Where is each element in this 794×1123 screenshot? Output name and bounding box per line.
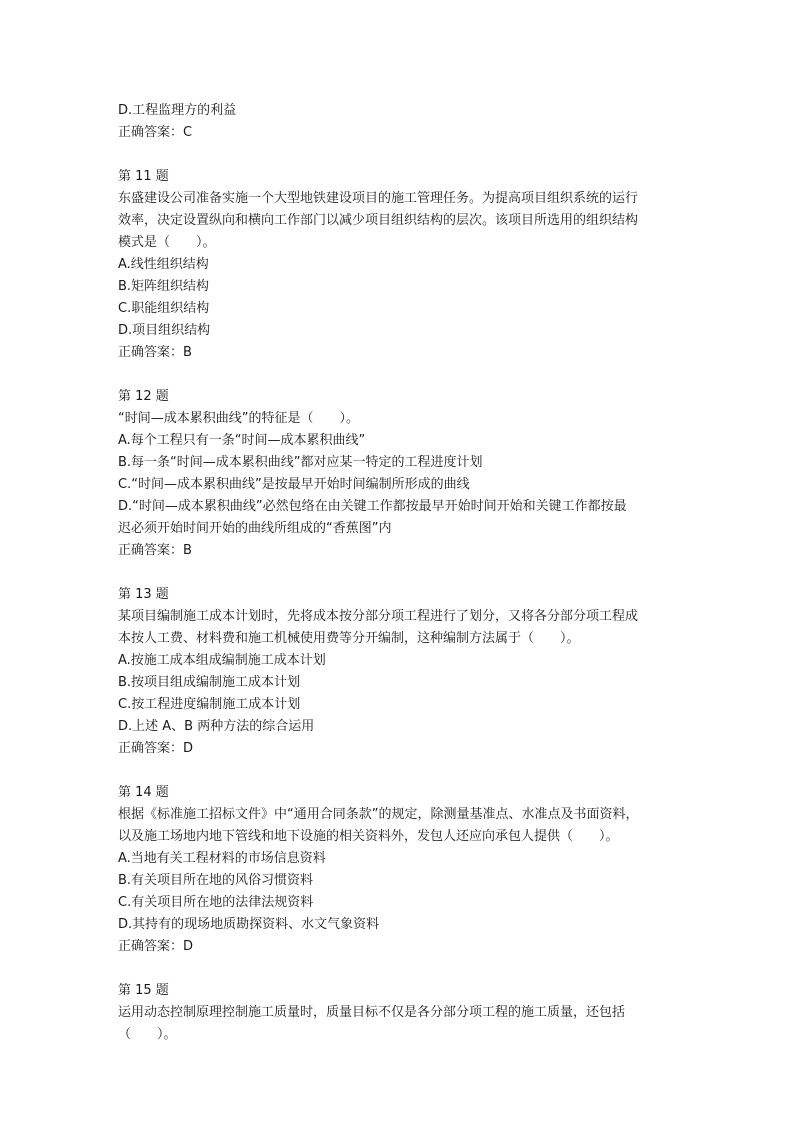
spacer xyxy=(118,958,678,980)
option-a: A.线性组织结构 xyxy=(118,257,209,272)
option-d: D.上述 A、B 两种方法的综合运用 xyxy=(118,719,315,734)
question-number: 第 14 题 xyxy=(118,785,169,800)
question-15 xyxy=(118,980,678,1046)
question-14 xyxy=(118,782,678,958)
option-c: C.“时间—成本累积曲线”是按最早开始时间编制所形成的曲线 xyxy=(118,477,470,492)
question-number: 第 15 题 xyxy=(118,983,169,998)
question-stem-line: 效率，决定设置纵向和横向工作部门以减少项目组织结构的层次。该项目所选用的组织结构 xyxy=(118,213,639,228)
question-number: 第 12 题 xyxy=(118,389,169,404)
correct-answer: 正确答案：D xyxy=(118,741,194,756)
option-b: B.按项目组成编制施工成本计划 xyxy=(118,675,301,690)
question-stem-line: 根据《标准施工招标文件》中“通用合同条款”的规定，除测量基准点、水准点及书面资料， xyxy=(118,807,639,822)
correct-answer: 正确答案：D xyxy=(118,939,194,954)
question-number: 第 13 题 xyxy=(118,587,169,602)
question-stem-line: “时间—成本累积曲线”的特征是（ ）。 xyxy=(118,411,359,426)
option-d: D.其持有的现场地质勘探资料、水文气象资料 xyxy=(118,917,380,932)
option-a: A.每个工程只有一条“时间—成本累积曲线” xyxy=(118,433,366,448)
question-stem-line: 以及施工场地内地下管线和地下设施的相关资料外，发包人还应向承包人提供（ ）。 xyxy=(118,829,619,844)
option-d: D.项目组织结构 xyxy=(118,323,211,338)
question-13 xyxy=(118,584,678,760)
option-c: C.有关项目所在地的法律法规资料 xyxy=(118,895,314,910)
question-stem-line: （ ）。 xyxy=(118,1027,177,1042)
question-number: 第 11 题 xyxy=(118,169,169,184)
spacer xyxy=(118,144,678,166)
option-b: B.矩阵组织结构 xyxy=(118,279,210,294)
option-a: A.按施工成本组成编制施工成本计划 xyxy=(118,653,326,668)
question-stem-line: 东盛建设公司准备实施一个大型地铁建设项目的施工管理任务。为提高项目组织系统的运行 xyxy=(118,191,639,206)
option-b: B.每一条“时间—成本累积曲线”都对应某一特定的工程进度计划 xyxy=(118,455,483,470)
correct-answer: 正确答案：B xyxy=(118,543,192,558)
option-c: C.职能组织结构 xyxy=(118,301,210,316)
option-b: B.有关项目所在地的风俗习惯资料 xyxy=(118,873,314,888)
prev-option-d: D.工程监理方的利益 xyxy=(118,103,237,118)
spacer xyxy=(118,760,678,782)
option-a: A.当地有关工程材料的市场信息资料 xyxy=(118,851,326,866)
prev-answer: 正确答案：C xyxy=(118,125,193,140)
question-stem-line: 运用动态控制原理控制施工质量时，质量目标不仅是各分部分项工程的施工质量，还包括 xyxy=(118,1005,626,1020)
question-stem-line: 某项目编制施工成本计划时，先将成本按分部分项工程进行了划分，又将各分部分项工程成 xyxy=(118,609,639,624)
question-stem-line: 本按人工费、材料费和施工机械使用费等分开编制，这种编制方法属于（ ）。 xyxy=(118,631,580,646)
option-d: D.“时间—成本累积曲线”必然包络在由关键工作都按最早开始时间开始和关键工作都按最 xyxy=(118,499,627,514)
document-page xyxy=(118,100,678,1046)
question-11 xyxy=(118,166,678,364)
spacer xyxy=(118,562,678,584)
question-12 xyxy=(118,386,678,562)
option-c: C.按工程进度编制施工成本计划 xyxy=(118,697,301,712)
option-d-continued: 迟必须开始时间开始的曲线所组成的“香蕉图”内 xyxy=(118,521,392,536)
question-stem-line: 模式是（ ）。 xyxy=(118,235,216,250)
spacer xyxy=(118,364,678,386)
correct-answer: 正确答案：B xyxy=(118,345,192,360)
